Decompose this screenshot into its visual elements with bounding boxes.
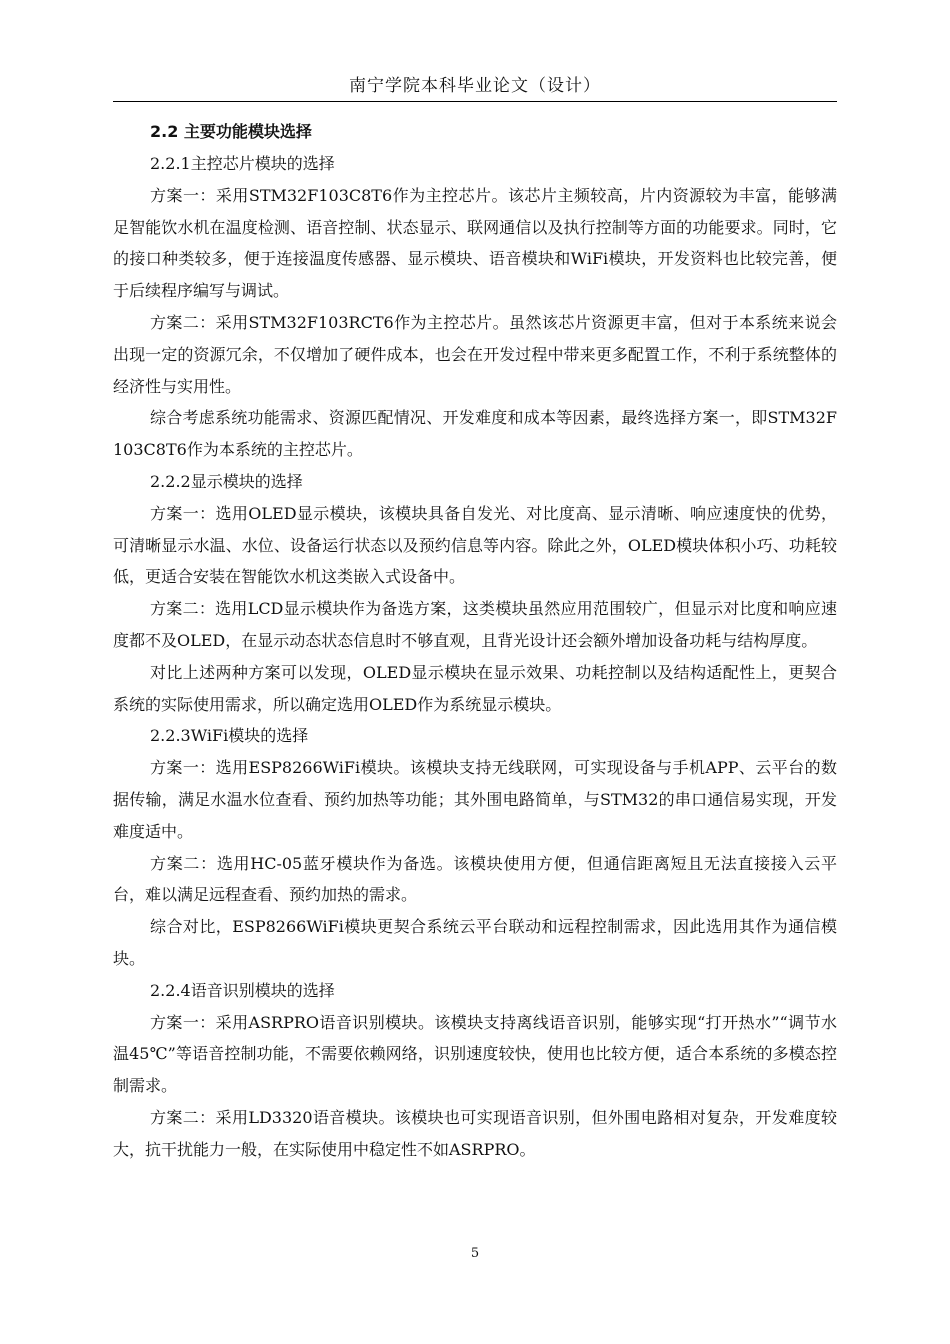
paragraph-chip-conclusion: 综合考虑系统功能需求、资源匹配情况、开发难度和成本等因素，最终选择方案一，即STM32F103C8T6作为本系统的主控芯片。: [113, 408, 837, 460]
paragraph-voice-option-1: 方案一：采用ASRPRO语音识别模块。该模块支持离线语音识别，能够实现“打开热水”“调节水温45℃”等语音控制功能，不需要依赖网络，识别速度较快，使用也比较方便，适合本系统的多模态控制需求。: [113, 1012, 837, 1096]
subsection-heading-display: 2.2.2显示模块的选择: [150, 471, 303, 491]
paragraph-chip-option-2: 方案二：采用STM32F103RCT6作为主控芯片。虽然该芯片资源更丰富，但对于本系统来说会出现一定的资源冗余，不仅增加了硬件成本，也会在开发过程中带来更多配置工作，不利于系统整体的经济性与实用性。: [113, 312, 837, 396]
subsection-heading-wifi: 2.2.3WiFi模块的选择: [150, 726, 309, 746]
paragraph-display-option-2: 方案二：选用LCD显示模块作为备选方案，这类模块虽然应用范围较广，但显示对比度和响应速度都不及OLED，在显示动态状态信息时不够直观，且背光设计还会额外增加设备功耗与结构厚度。: [113, 599, 837, 650]
page-number: 5: [470, 1246, 480, 1261]
header-divider: [113, 101, 837, 102]
paragraph-voice-option-2: 方案二：采用LD3320语音模块。该模块也可实现语音识别，但外围电路相对复杂，开发难度较大，抗干扰能力一般，在实际使用中稳定性不如ASRPRO。: [113, 1107, 837, 1159]
main-content: [113, 116, 837, 1166]
subsection-heading-voice: 2.2.4语音识别模块的选择: [150, 980, 335, 1000]
paragraph-wifi-option-1: 方案一：选用ESP8266WiFi模块。该模块支持无线联网，可实现设备与手机APP、云平台的数据传输，满足水温水位查看、预约加热等功能；其外围电路简单，与STM32的串口通信易实现，开发难度适中。: [113, 758, 837, 841]
paragraph-wifi-conclusion: 综合对比，ESP8266WiFi模块更契合系统云平台联动和远程控制需求，因此选用其作为通信模块。: [113, 917, 837, 968]
subsection-heading-main-chip: 2.2.1主控芯片模块的选择: [150, 154, 335, 173]
paragraph-chip-option-1: 方案一：采用STM32F103C8T6作为主控芯片。该芯片主频较高，片内资源较为丰富，能够满足智能饮水机在温度检测、语音控制、状态显示、联网通信以及执行控制等方面的功能要求。同时，它的接口种类较多，便于连接温度传感器、显示模块、语音模块和WiFi模块，开发资料也比较完善，便于后续程序编写与调试。: [113, 185, 837, 301]
page-header: 南宁学院本科毕业论文（设计）: [349, 76, 601, 96]
paragraph-wifi-option-2: 方案二：选用HC-05蓝牙模块作为备选。该模块使用方便，但通信距离短且无法直接接入云平台，难以满足远程查看、预约加热的需求。: [113, 853, 837, 905]
paragraph-display-conclusion: 对比上述两种方案可以发现，OLED显示模块在显示效果、功耗控制以及结构适配性上，更契合系统的实际使用需求，所以确定选用OLED作为系统显示模块。: [113, 662, 837, 714]
paragraph-display-option-1: 方案一：选用OLED显示模块，该模块具备自发光、对比度高、显示清晰、响应速度快的优势，可清晰显示水温、水位、设备运行状态以及预约信息等内容。除此之外，OLED模块体积小巧、功耗较低，更适合安装在智能饮水机这类嵌入式设备中。: [113, 503, 837, 587]
section-title: 2.2 主要功能模块选择: [150, 122, 312, 141]
